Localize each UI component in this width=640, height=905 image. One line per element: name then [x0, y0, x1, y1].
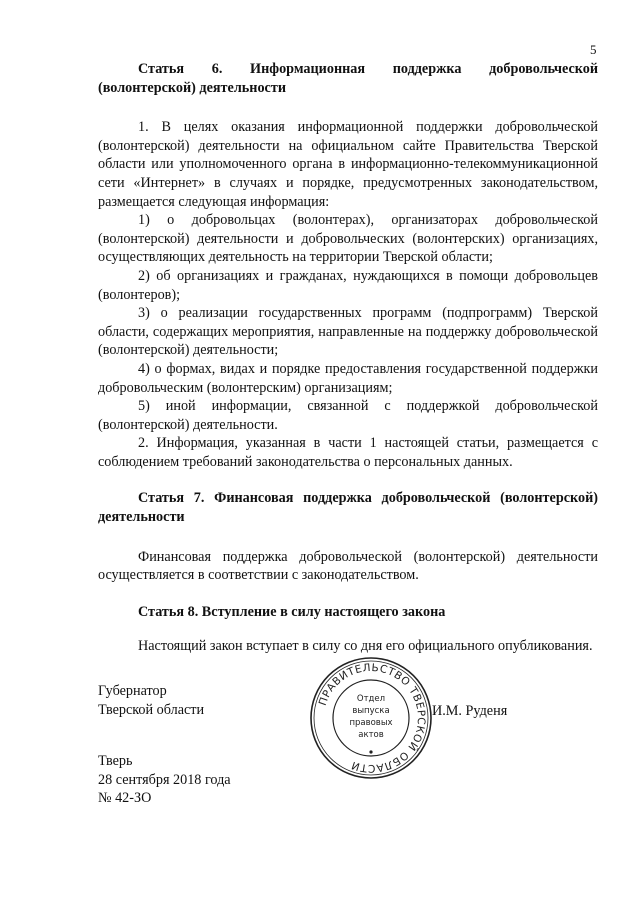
signing-date: 28 сентября 2018 года: [98, 771, 231, 788]
article-6-paragraph: 2) об организациях и гражданах, нуждающихся в помощи добровольцев (волонтеров);: [98, 267, 598, 303]
seal-center-line3: правовых: [349, 718, 393, 728]
article-6-paragraph: 1) о добровольцах (волонтерах), организаторах добровольческой (волонтерской) деятельности и добровольческих (волонтерских) организациях, осуществляющих деятельность на территории Тверской области;: [98, 212, 598, 266]
article-8-heading-text: Статья 8. Вступление в силу настоящего закона: [138, 603, 446, 620]
place-date-block: [98, 752, 231, 808]
article-8-heading: [98, 603, 598, 622]
seal-center-line4: актов: [358, 730, 384, 740]
seal-dot: [369, 750, 372, 753]
seal-center-line2: выпуска: [352, 706, 390, 716]
page-number: 5: [590, 42, 597, 57]
seal-center-line1: Отдел: [356, 694, 386, 704]
seal-ring-text: ПРАВИТЕЛЬСТВО ТВЕРСКОЙ ОБЛАСТИ: [316, 661, 428, 775]
article-7-heading: [98, 489, 598, 526]
article-6-paragraph: 4) о формах, видах и порядке предоставления государственной поддержки добровольческим (волонтерским) организациям;: [98, 360, 598, 396]
article-6-paragraph: 1. В целях оказания информационной поддержки добровольческой (волонтерской) деятельности на официальном сайте Правительства Тверской области или уполномоченного органа в информационно-телекоммуникационной сети «Интернет» в случаях и порядке, предусмотренных законодательством, размещается следующая информация:: [98, 119, 598, 210]
signatory-title-line2: Тверской области: [98, 701, 205, 718]
article-7-paragraph: Финансовая поддержка добровольческой (волонтерской) деятельности осуществляется в соответствии с законодательством.: [98, 548, 598, 584]
article-6-paragraph: 2. Информация, указанная в части 1 настоящей статьи, размещается с соблюдением требований законодательства о персональных данных.: [98, 435, 598, 470]
signatory-title-line1: Губернатор: [98, 683, 167, 699]
article-6-paragraph: 5) иной информации, связанной с поддержкой добровольческой (волонтерской) деятельности.: [98, 398, 598, 433]
article-7-heading-text: Статья 7. Финансовая поддержка добровольческой (волонтерской) деятельности: [98, 490, 598, 526]
city: Тверь: [98, 753, 133, 769]
article-6-paragraph: 3) о реализации государственных программ (подпрограмм) Тверской области, содержащих мероприятия, направленные на поддержку добровольческой (волонтерской) деятельности;: [98, 305, 598, 359]
article-6-heading-text: Статья 6. Информационная поддержка добровольческой (волонтерской) деятельности: [98, 61, 598, 96]
article-8-paragraph: Настоящий закон вступает в силу со дня его официального опубликования.: [138, 638, 593, 655]
signatory-name: И.М. Руденя: [432, 703, 508, 719]
document-body: [98, 60, 598, 656]
official-seal: [308, 655, 434, 781]
law-number: № 42-ЗО: [98, 790, 152, 807]
article-6-heading: [98, 60, 598, 97]
